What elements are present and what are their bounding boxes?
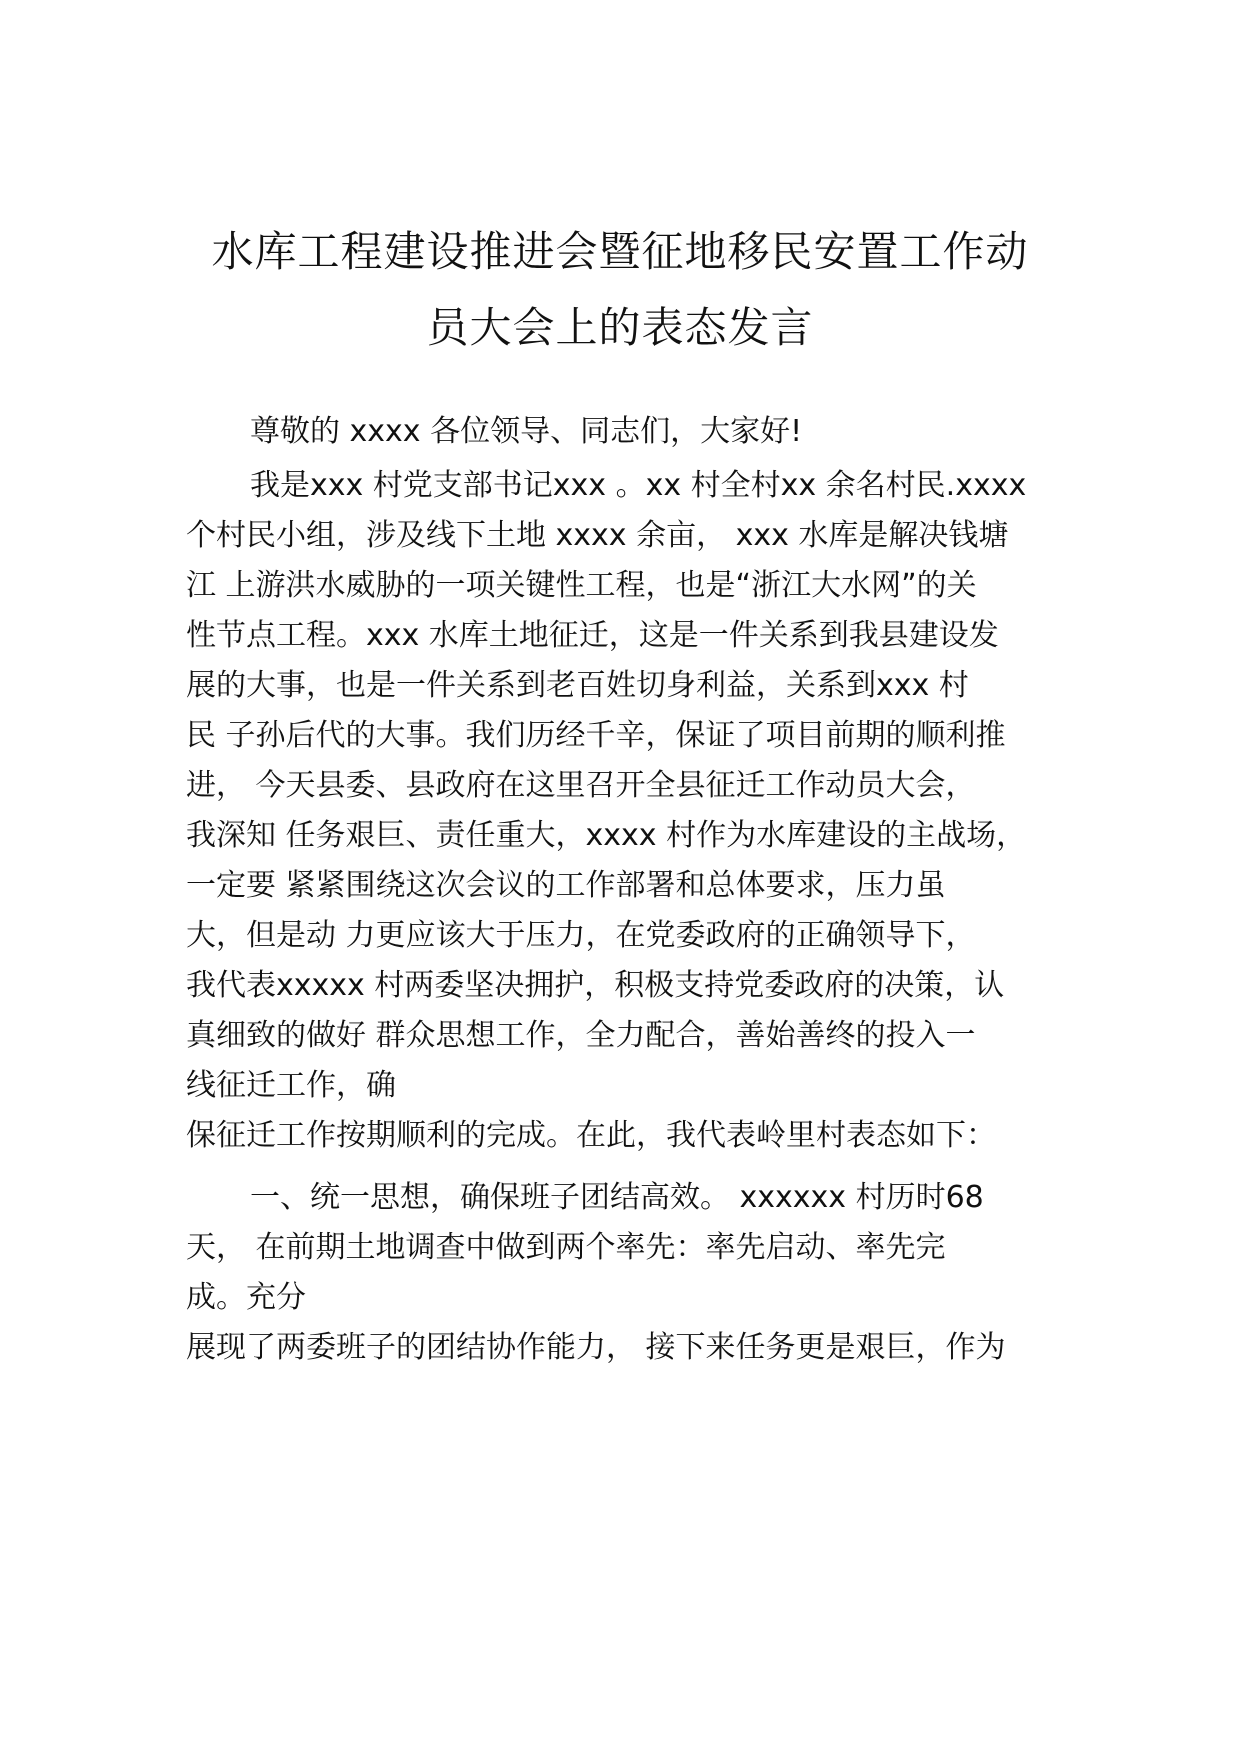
body-line: 成。充分 <box>186 1280 306 1315</box>
section-heading-line: 一、统一思想，确保班子团结高效。 xxxxxx 村历时68 <box>250 1180 984 1215</box>
body-line: 展现了两委班子的团结协作能力， 接下来任务更是艰巨，作为 <box>186 1330 1006 1365</box>
body-line: 我深知 任务艰巨、责任重大，xxxx 村作为水库建设的主战场， <box>186 818 1027 853</box>
title-line-1: 水库工程建设推进会暨征地移民安置工作动 <box>211 227 1029 276</box>
body-line: 大，但是动 力更应该大于压力，在党委政府的正确领导下， <box>186 918 976 953</box>
body-line: 天， 在前期土地调查中做到两个率先：率先启动、率先完 <box>186 1230 946 1265</box>
body-line: 展的大事，也是一件关系到老百姓切身利益，关系到xxx 村 <box>186 668 969 703</box>
title-line-2: 员大会上的表态发言 <box>426 303 814 352</box>
body-line: 一定要 紧紧围绕这次会议的工作部署和总体要求，压力虽 <box>186 868 946 903</box>
body-line: 我是xxx 村党支部书记xxx 。xx 村全村xx 余名村民.xxxx <box>250 468 1027 503</box>
body-line: 真细致的做好 群众思想工作，全力配合，善始善终的投入一 <box>186 1018 976 1053</box>
body-line: 民 子孙后代的大事。我们历经千辛，保证了项目前期的顺利推 <box>186 718 1006 753</box>
body-line: 保征迁工作按期顺利的完成。在此，我代表岭里村表态如下： <box>186 1118 996 1153</box>
body-line: 进， 今天县委、县政府在这里召开全县征迁工作动员大会， <box>186 768 976 803</box>
body-line: 我代表xxxxx 村两委坚决拥护，积极支持党委政府的决策，认 <box>186 968 1005 1003</box>
body-line: 个村民小组，涉及线下土地 xxxx 余亩， xxx 水库是解决钱塘 <box>186 518 1009 553</box>
document-title <box>150 214 1090 366</box>
body-line: 线征迁工作，确 <box>186 1068 396 1103</box>
body-line: 江 上游洪水威胁的一项关键性工程，也是“浙江大水网”的关 <box>186 568 977 603</box>
body-line: 性节点工程。xxx 水库土地征迁，这是一件关系到我县建设发 <box>186 618 999 653</box>
salutation-line: 尊敬的 xxxx 各位领导、同志们，大家好! <box>250 414 803 449</box>
